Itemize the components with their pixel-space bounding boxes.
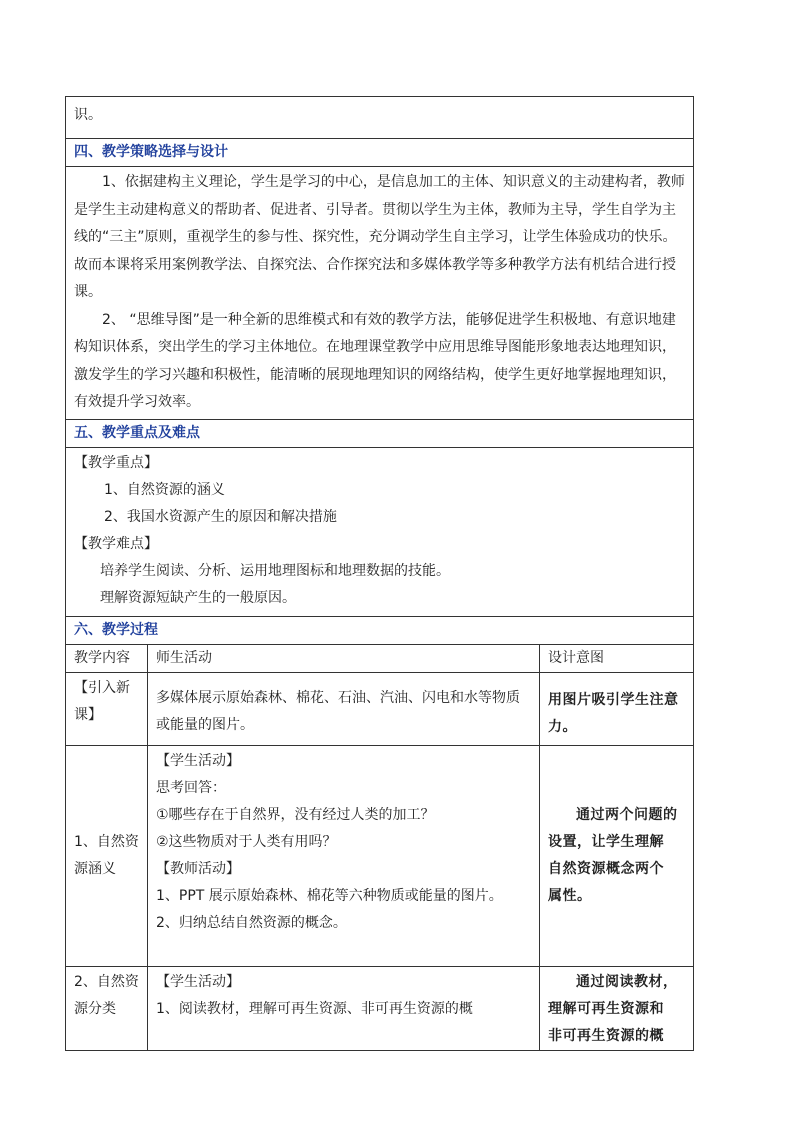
activity-line: ①哪些存在于自然界，没有经过人类的加工？ xyxy=(156,806,435,823)
header-content: 教学内容 xyxy=(66,644,148,672)
section5-title: 五、教学重点及难点 xyxy=(66,419,694,447)
lesson-plan-table xyxy=(65,96,694,1051)
activity-line: 思考回答： xyxy=(156,779,226,796)
continued-text: 识。 xyxy=(66,97,694,139)
difficulty-item: 培养学生阅读、分析、运用地理图标和地理数据的技能。 xyxy=(100,562,450,579)
strategy-paragraph-2: 2、 “思维导图”是一种全新的思维模式和有效的教学方法，能够促进学生积极地、有意识地建构知识体系，突出学生的学习主体地位。在地理课堂教学中应用思维导图能形象地表达地理知识，激发学生的学习兴趣和积极性，能清晰的展现地理知识的网络结构，使学生更好地掌握地理知识，有效提升学习效率。 xyxy=(74,311,676,410)
intent-line: 设置，让学生理解 xyxy=(548,833,664,850)
intent-line: 通过两个问题的 xyxy=(576,806,678,823)
continued-row xyxy=(66,97,694,139)
activity-line: 1、PPT 展示原始森林、棉花等六种物质或能量的图片。 xyxy=(156,887,503,904)
difficulty-label: 【教学难点】 xyxy=(74,535,158,552)
key-point-item: 2、我国水资源产生的原因和解决措施 xyxy=(104,508,337,525)
activity-line: ②这些物质对于人类有用吗？ xyxy=(156,833,337,850)
process-row-definition xyxy=(66,745,694,966)
row-definition-activity xyxy=(148,745,540,966)
section4-heading-row xyxy=(66,139,694,167)
section4-body-row xyxy=(66,167,694,420)
header-activity: 师生活动 xyxy=(148,644,540,672)
difficulty-item: 理解资源短缺产生的一般原因。 xyxy=(100,589,296,606)
row-intro-intent: 用图片吸引学生注意力。 xyxy=(540,672,694,745)
row-classification-content: 2、自然资源分类 xyxy=(66,966,148,1050)
section6-title: 六、教学过程 xyxy=(66,616,694,644)
key-point-item: 1、自然资源的涵义 xyxy=(104,481,225,498)
activity-line: 【教师活动】 xyxy=(156,860,240,877)
row-classification-activity xyxy=(148,966,540,1050)
activity-line: 2、归纳总结自然资源的概念。 xyxy=(156,914,347,931)
intent-line: 非可再生资源的概 xyxy=(548,1027,664,1044)
row-classification-intent xyxy=(540,966,694,1050)
process-header-row xyxy=(66,644,694,672)
section6-heading-row xyxy=(66,616,694,644)
header-intent: 设计意图 xyxy=(540,644,694,672)
intent-line: 属性。 xyxy=(548,887,592,904)
process-row-intro xyxy=(66,672,694,745)
section5-heading-row xyxy=(66,419,694,447)
section4-title: 四、教学策略选择与设计 xyxy=(66,139,694,167)
activity-line: 1、阅读教材，理解可再生资源、非可再生资源的概 xyxy=(156,1000,473,1017)
row-intro-content: 【引入新课】 xyxy=(66,672,148,745)
activity-line: 【学生活动】 xyxy=(156,752,240,769)
section5-body-row xyxy=(66,447,694,616)
key-points-label: 【教学重点】 xyxy=(74,454,158,471)
row-definition-intent xyxy=(540,745,694,966)
intent-line: 自然资源概念两个 xyxy=(548,860,664,877)
intent-line: 理解可再生资源和 xyxy=(548,1000,664,1017)
activity-line: 【学生活动】 xyxy=(156,973,240,990)
process-row-classification xyxy=(66,966,694,1050)
strategy-paragraph-1: 1、依据建构主义理论，学生是学习的中心，是信息加工的主体、知识意义的主动建构者，教师是学生主动建构意义的帮助者、促进者、引导者。贯彻以学生为主体，教师为主导，学生自学为主线的“三主”原则，重视学生的参与性、探究性，充分调动学生自主学习，让学生体验成功的快乐。故而本课将采用案例教学法、自探究法、合作探究法和多媒体教学等多种教学方法有机结合进行授课。 xyxy=(74,174,685,300)
intent-line: 通过阅读教材， xyxy=(576,973,678,990)
row-definition-content: 1、自然资源涵义 xyxy=(66,745,148,966)
row-intro-activity: 多媒体展示原始森林、棉花、石油、汽油、闪电和水等物质或能量的图片。 xyxy=(148,672,540,745)
